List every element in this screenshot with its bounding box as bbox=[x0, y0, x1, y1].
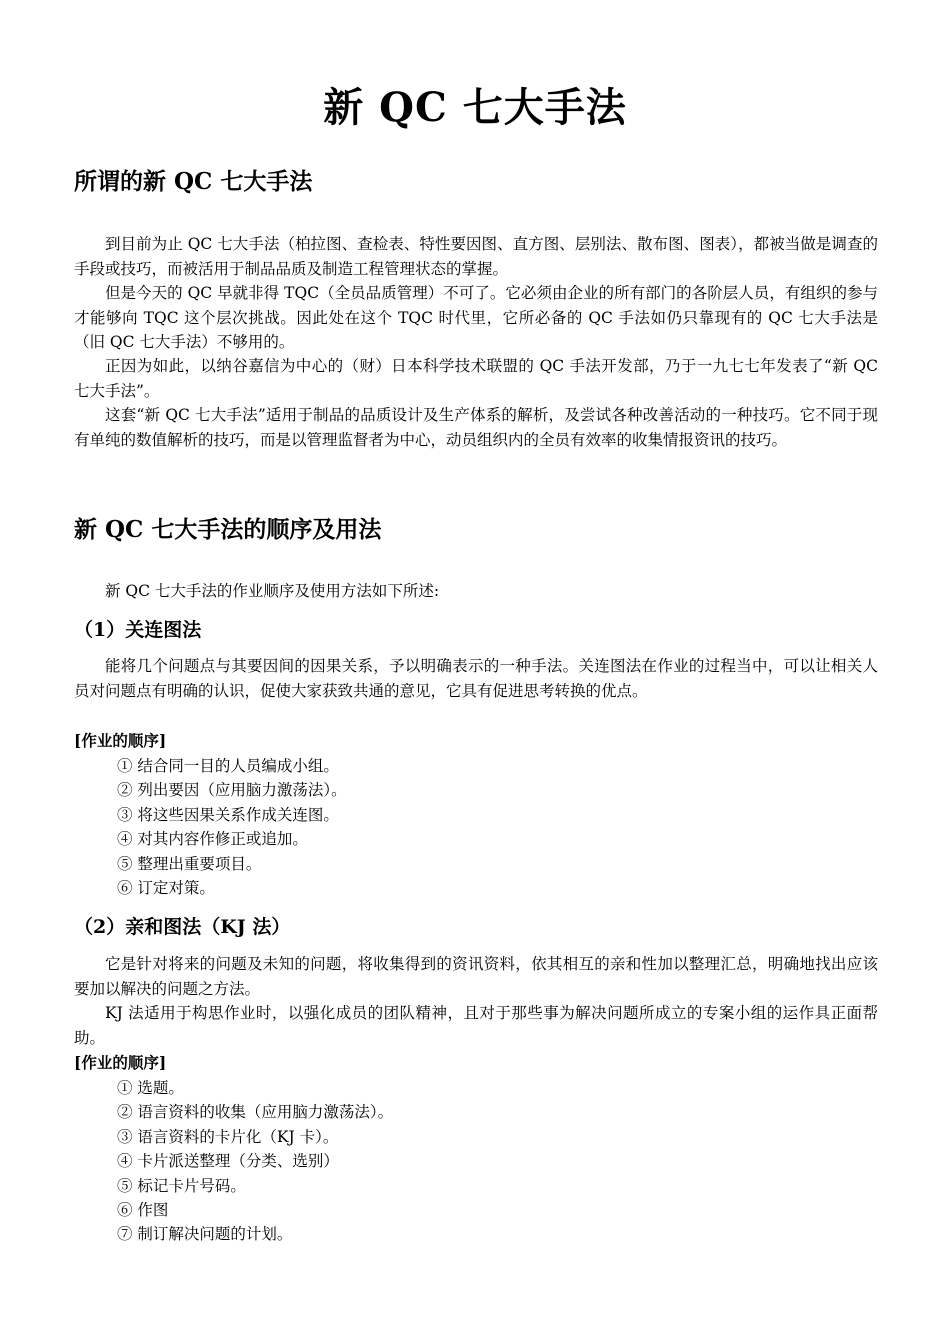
step-item: ① 结合同一目的人员编成小组。 bbox=[117, 757, 339, 775]
method-heading-relation-diagram: （1）关连图法 bbox=[74, 619, 202, 641]
step-item: ⑦ 制订解决问题的计划。 bbox=[117, 1225, 293, 1244]
method-heading-affinity-diagram: （2）亲和图法（KJ 法） bbox=[74, 916, 291, 938]
step-item: ④ 卡片派送整理（分类、选别） bbox=[117, 1152, 339, 1171]
step-item: ⑥ 作图 bbox=[117, 1201, 169, 1220]
steps-label: [作业的顺序] bbox=[74, 731, 167, 750]
step-item: ① 选题。 bbox=[117, 1079, 184, 1097]
method-description: 它是针对将来的问题及未知的问题，将收集得到的资讯资料，依其相互的亲和性加以整理汇总，明确地找出应该要加以解决的问题之方法。 bbox=[74, 955, 878, 998]
step-item: ③ 将这些因果关系作成关连图。 bbox=[117, 805, 339, 824]
section-heading-intro: 所谓的新 QC 七大手法 bbox=[74, 168, 313, 195]
step-item: ⑥ 订定对策。 bbox=[117, 879, 215, 898]
step-item: ② 列出要因（应用脑力激荡法）。 bbox=[117, 781, 347, 800]
section-intro: 新 QC 七大手法的作业顺序及使用方法如下所述: bbox=[105, 582, 440, 600]
steps-list-relation-diagram bbox=[117, 754, 347, 900]
method-description-kj: KJ 法适用于构思作业时，以强化成员的团队精神，且对于那些事为解决问题所成立的专案小组的运作具正面帮助。 bbox=[74, 1004, 878, 1047]
paragraph: 正因为如此，以纳谷嘉信为中心的（财）日本科学技术联盟的 QC 手法开发部，乃于一九七七年发表了“新 QC 七大手法”。 bbox=[74, 357, 878, 400]
steps-label: [作业的顺序] bbox=[74, 1053, 167, 1072]
page-title: 新 QC 七大手法 bbox=[323, 84, 627, 131]
paragraph: 到目前为止 QC 七大手法（柏拉图、查检表、特性要因图、直方图、层别法、散布图、图表），都被当做是调查的手段或技巧，而被活用于制品品质及制造工程管理状态的掌握。 bbox=[74, 235, 878, 278]
method-description: 能将几个问题点与其要因间的因果关系，予以明确表示的一种手法。关连图法在作业的过程当中，可以让相关人员对问题点有明确的认识，促使大家获致共通的意见，它具有促进思考转换的优点。 bbox=[74, 657, 878, 700]
step-item: ③ 语言资料的卡片化（KJ 卡）。 bbox=[117, 1127, 339, 1146]
step-item: ② 语言资料的收集（应用脑力激荡法）。 bbox=[117, 1103, 394, 1122]
step-item: ④ 对其内容作修正或追加。 bbox=[117, 830, 308, 849]
paragraph: 但是今天的 QC 早就非得 TQC（全员品质管理）不可了。它必须由企业的所有部门的各阶层人员，有组织的参与才能够向 TQC 这个层次挑战。因此处在这个 TQC 时代里，它所必备的 QC 手法如仍只靠现有的 QC 七大手法是（旧 QC 七大手法）不够用的。 bbox=[74, 284, 878, 351]
section-heading-usage: 新 QC 七大手法的顺序及用法 bbox=[74, 516, 382, 543]
step-item: ⑤ 整理出重要项目。 bbox=[117, 854, 262, 873]
steps-list-affinity-diagram bbox=[117, 1076, 393, 1247]
step-item: ⑤ 标记卡片号码。 bbox=[117, 1176, 246, 1195]
paragraph: 这套“新 QC 七大手法”适用于制品的品质设计及生产体系的解析，及尝试各种改善活动的一种技巧。它不同于现有单纯的数值解析的技巧，而是以管理监督者为中心，动员组织内的全员有效率的收集情报资讯的技巧。 bbox=[74, 406, 878, 449]
